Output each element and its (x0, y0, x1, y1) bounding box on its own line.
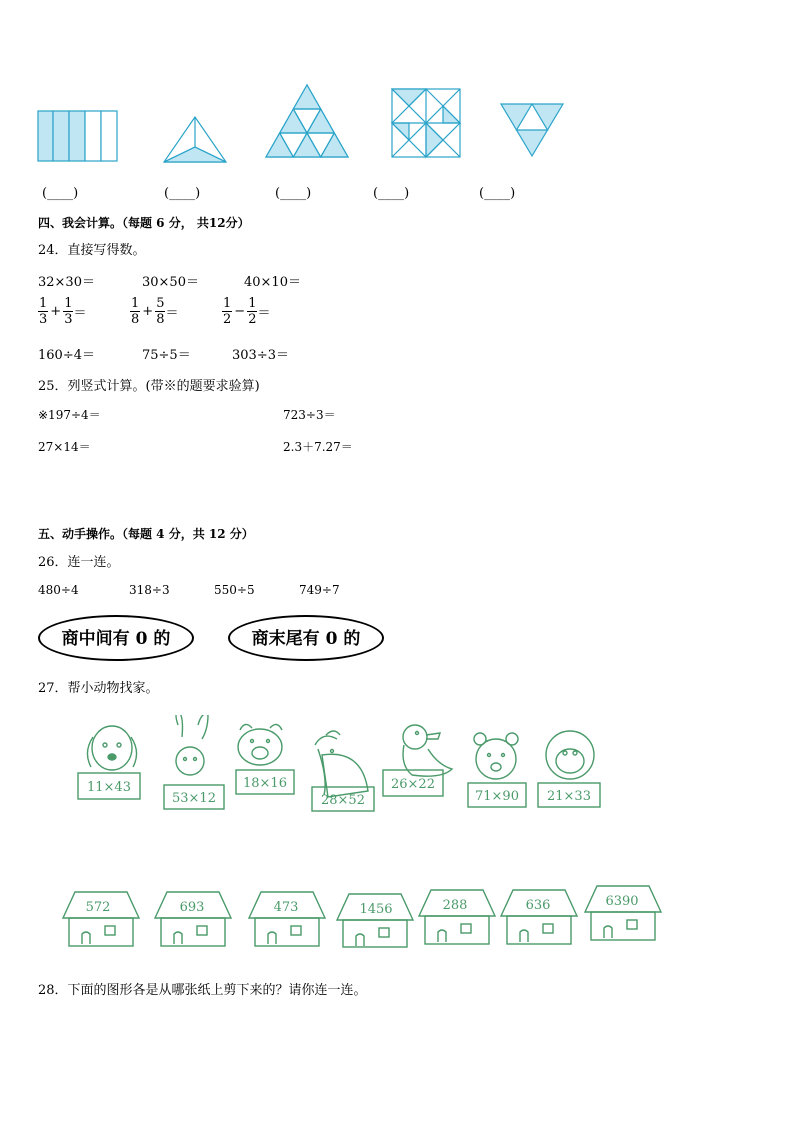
animal-expr-6: 71×90 (475, 789, 519, 804)
shape-inverted-triangle (501, 104, 563, 156)
q26-expr-4[interactable]: 749÷7 (299, 583, 340, 597)
shape-triangle-thirds (164, 117, 226, 162)
shape-square-diamond (392, 89, 460, 157)
animal-expr-2: 53×12 (172, 791, 216, 806)
houses-row (55, 880, 665, 950)
frac-equals: ＝ (165, 306, 179, 321)
q25-item-1: ※197÷4＝ (38, 408, 101, 422)
q26-expr-2[interactable]: 318÷3 (129, 583, 170, 597)
answer-blank-1[interactable]: (____) (42, 186, 79, 201)
oval-label: 商末尾有 0 的 (251, 629, 361, 649)
animals-row (60, 715, 620, 815)
house-number-6: 636 (525, 898, 551, 913)
frac-numerator: 1 (223, 296, 232, 311)
frac-denominator: 8 (156, 312, 165, 327)
animal-expr-5: 26×22 (391, 777, 435, 792)
q24-fraction-2 (130, 297, 178, 326)
shape-triangle-ninths (266, 85, 348, 157)
q26-title: 26．连一连。 (38, 555, 120, 570)
frac-denominator: 2 (223, 312, 232, 327)
q24-r1c3: 40×10＝ (244, 275, 301, 290)
frac-denominator: 3 (64, 312, 73, 327)
house-number-5: 288 (442, 898, 468, 913)
answer-blank-4[interactable]: (____) (373, 186, 410, 201)
q27-title: 27．帮小动物找家。 (38, 681, 159, 696)
oval-middle-zero[interactable] (38, 615, 194, 661)
fraction-shapes (0, 0, 794, 175)
answer-blank-3[interactable]: (____) (275, 186, 312, 201)
q26-expr-1[interactable]: 480÷4 (38, 583, 79, 597)
house-number-7: 6390 (605, 894, 639, 909)
frac-denominator: 8 (131, 312, 140, 327)
shape-rectangle-strips (38, 111, 117, 161)
house-number-2: 693 (179, 900, 205, 915)
house-number-1: 572 (85, 900, 111, 915)
oval-end-zero[interactable] (228, 615, 384, 661)
animal-expr-3: 18×16 (243, 776, 287, 791)
q25-item-2: 723÷3＝ (283, 408, 336, 422)
animal-expr-4: 28×52 (321, 793, 365, 808)
frac-numerator: 1 (131, 296, 140, 311)
q24-fraction-1 (38, 297, 86, 326)
q28-title: 28．下面的图形各是从哪张纸上剪下来的？请你连一连。 (38, 983, 367, 998)
q25-title: 25．列竖式计算。(带※的题要求验算) (38, 379, 260, 394)
answer-blank-5[interactable]: (____) (479, 186, 516, 201)
frac-numerator: 1 (39, 296, 48, 311)
q25-item-4: 2.3＋7.27＝ (283, 440, 353, 454)
q24-r3c1: 160÷4＝ (38, 348, 95, 363)
frac-equals: ＝ (73, 306, 87, 321)
frac-denominator: 2 (248, 312, 257, 327)
frac-operator: − (234, 304, 246, 319)
frac-operator: + (142, 304, 154, 319)
frac-denominator: 3 (39, 312, 48, 327)
section5-heading: 五、动手操作。（每题 4 分，共 12 分） (38, 527, 254, 541)
q24-r3c2: 75÷5＝ (142, 348, 191, 363)
q24-fraction-3 (222, 297, 270, 326)
frac-operator: + (50, 304, 62, 319)
oval-label: 商中间有 0 的 (61, 629, 171, 649)
frac-numerator: 5 (156, 296, 165, 311)
answer-blank-2[interactable]: (____) (164, 186, 201, 201)
q24-r1c2: 30×50＝ (142, 275, 199, 290)
house-number-3: 473 (273, 900, 299, 915)
q24-title: 24．直接写得数。 (38, 243, 146, 258)
frac-numerator: 1 (248, 296, 257, 311)
animal-expr-1: 11×43 (87, 780, 131, 795)
animal-expr-7: 21×33 (547, 789, 591, 804)
house-number-4: 1456 (359, 902, 393, 917)
frac-equals: ＝ (257, 306, 271, 321)
q26-expr-3[interactable]: 550÷5 (214, 583, 255, 597)
q24-r1c1: 32×30＝ (38, 275, 95, 290)
frac-numerator: 1 (64, 296, 73, 311)
q24-r3c3: 303÷3＝ (232, 348, 289, 363)
section4-heading: 四、我会计算。（每题 6 分， 共12分） (38, 216, 250, 230)
q25-item-3: 27×14＝ (38, 440, 91, 454)
